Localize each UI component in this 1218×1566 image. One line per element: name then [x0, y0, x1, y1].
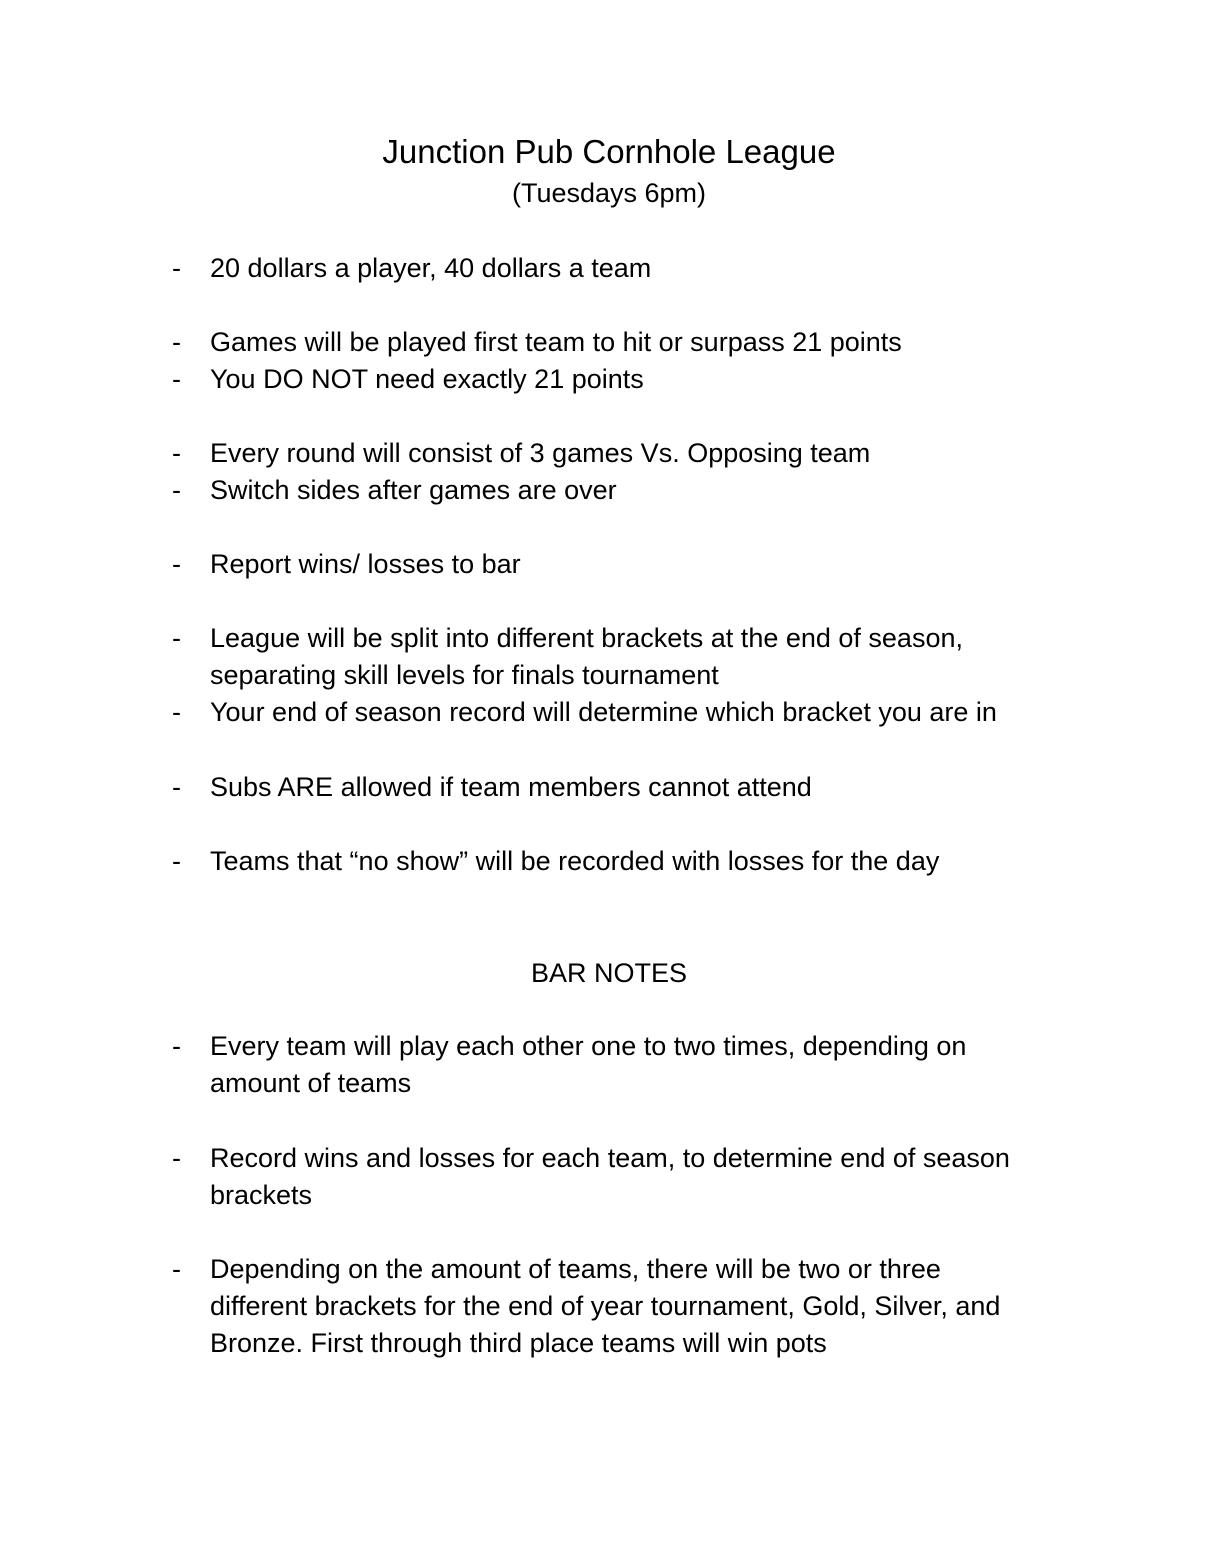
bar-notes-heading: BAR NOTES: [530, 958, 688, 988]
rule-text: You DO NOT need exactly 21 points: [210, 364, 644, 394]
rule-text: 20 dollars a player, 40 dollars a team: [210, 253, 652, 283]
rule-text: Your end of season record will determine which bracket you are in: [210, 697, 997, 727]
bar-note-text: Record wins and losses for each team, to determine end of season brackets: [210, 1143, 1010, 1210]
bullet-dash: -: [172, 846, 181, 876]
document-subtitle: (Tuesdays 6pm): [511, 178, 707, 208]
bullet-dash: -: [172, 697, 181, 727]
bar-note-text: Every team will play each other one to two times, depending on amount of teams: [210, 1031, 967, 1098]
bullet-dash: -: [172, 364, 181, 394]
rule-text: League will be split into different brackets at the end of season, separating skill levels for finals tournament: [210, 623, 963, 690]
bullet-dash: -: [172, 1254, 181, 1284]
bullet-dash: -: [172, 623, 181, 653]
bullet-dash: -: [172, 1143, 181, 1173]
bullet-dash: -: [172, 549, 181, 579]
bar-note-text: Depending on the amount of teams, there will be two or three different brackets for the end of year tournament, Gold, Silver, and Bronze. First through third place teams will win pots: [210, 1254, 1001, 1358]
rule-text: Games will be played first team to hit or surpass 21 points: [210, 327, 902, 357]
rule-text: Report wins/ losses to bar: [210, 549, 521, 579]
rule-text: Every round will consist of 3 games Vs. Opposing team: [210, 438, 871, 468]
bullet-dash: -: [172, 772, 181, 802]
bullet-dash: -: [172, 1031, 181, 1061]
bullet-dash: -: [172, 327, 181, 357]
bullet-dash: -: [172, 475, 181, 505]
bullet-dash: -: [172, 253, 181, 283]
bullet-dash: -: [172, 438, 181, 468]
rule-text: Switch sides after games are over: [210, 475, 617, 505]
rule-text: Subs ARE allowed if team members cannot attend: [210, 772, 812, 802]
document-title: Junction Pub Cornhole League: [382, 133, 836, 170]
rule-text: Teams that “no show” will be recorded with losses for the day: [210, 846, 940, 876]
